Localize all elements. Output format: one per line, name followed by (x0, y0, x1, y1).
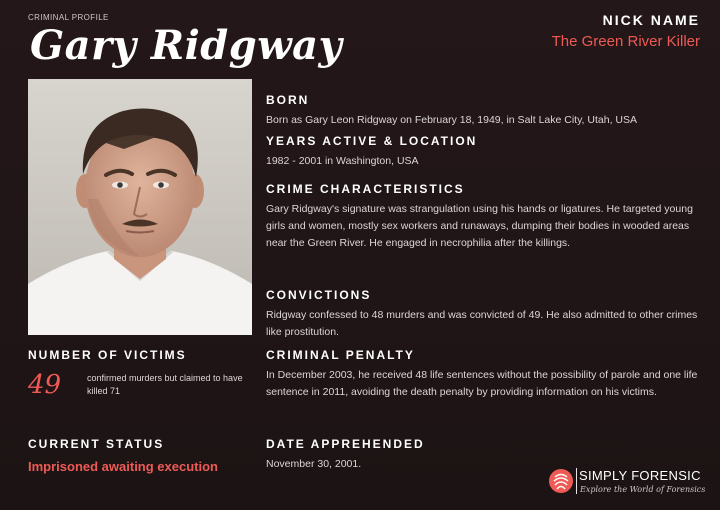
logo-divider (576, 468, 577, 494)
years-active-title: YEARS ACTIVE & LOCATION (266, 134, 478, 148)
criminal-penalty-text: In December 2003, he received 48 life sentences without the possibility of parole and one life sentence in 2011, avoiding the death penalty by providing information on his victims. (266, 369, 698, 398)
logo-tagline: Explore the World of Forensics (580, 485, 706, 494)
born-title: BORN (266, 93, 310, 107)
profile-name: Gary Ridgway (30, 22, 343, 69)
section-convictions (266, 288, 711, 341)
brand-logo (548, 466, 713, 498)
convictions-title: CONVICTIONS (266, 288, 372, 302)
status-value: Imprisoned awaiting execution (28, 459, 218, 474)
forensic-logo-icon (548, 468, 574, 499)
profile-kicker: CRIMINAL PROFILE (28, 13, 109, 22)
crime-characteristics-text: Gary Ridgway's signature was strangulation using his hands or ligatures. He targeted young girls and women, mostly sex workers and runaways, dumping their bodies in wooded areas near the Green River. He engaged in necrophilia after the killings. (266, 203, 693, 249)
mugshot-photo (28, 79, 252, 335)
years-active-text: 1982 - 2001 in Washington, USA (266, 155, 419, 167)
convictions-text: Ridgway confessed to 48 murders and was convicted of 49. He also admitted to other crimes like prostitution. (266, 309, 698, 338)
section-crime-characteristics (266, 182, 711, 252)
victims-block (28, 348, 258, 400)
section-criminal-penalty (266, 348, 711, 401)
nickname-value: The Green River Killer (551, 33, 700, 50)
date-apprehended-title: DATE APPREHENDED (266, 437, 425, 451)
crime-characteristics-title: CRIME CHARACTERISTICS (266, 182, 465, 196)
born-text: Born as Gary Leon Ridgway on February 18, 1949, in Salt Lake City, Utah, USA (266, 114, 637, 126)
logo-name: SIMPLY FORENSIC (579, 468, 701, 483)
date-apprehended-text: November 30, 2001. (266, 458, 362, 470)
mugshot-illustration (28, 79, 252, 335)
victims-title: NUMBER OF VICTIMS (28, 348, 187, 362)
criminal-penalty-title: CRIMINAL PENALTY (266, 348, 415, 362)
status-block (28, 437, 258, 475)
nickname-label: NICK NAME (602, 12, 700, 28)
victims-note: confirmed murders but claimed to have killed 71 (87, 373, 243, 396)
section-years-active (266, 134, 711, 170)
section-born (266, 93, 711, 129)
victims-count: 49 (28, 370, 62, 400)
status-title: CURRENT STATUS (28, 437, 165, 451)
